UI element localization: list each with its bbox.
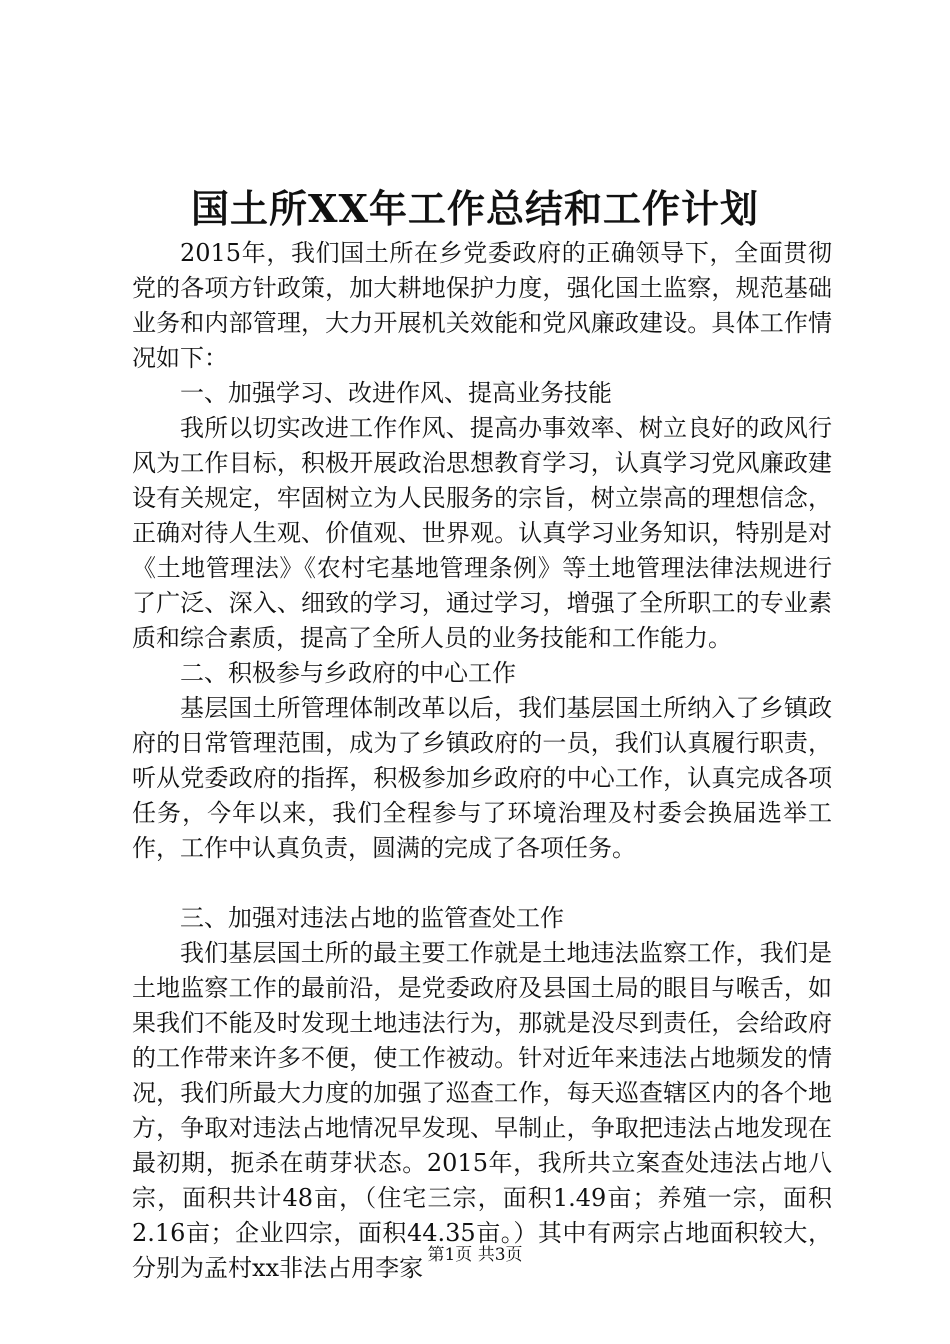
section-heading-1: 一、加强学习、改进作风、提高业务技能 bbox=[180, 379, 612, 407]
section-body-3: 我们基层国土所的最主要工作就是土地违法监察工作，我们是土地监察工作的最前沿，是党委政府及县国土局的眼目与喉舌，如果我们不能及时发现土地违法行为，那就是没尽到责任，会给政府的工作带来许多不便，使工作被动。针对近年来违法占地频发的情况，我们所最大力度的加强了巡查工作，每天巡查辖区内的各个地方，争取对违法占地情况早发现、早制止，争取把违法占地发现在最初期，扼杀在萌芽状态。2015年，我所共立案查处违法占地八宗，面积共计48亩，（住宅三宗，面积1.49亩；养殖一宗，面积2.16亩；企业四宗，面积44.35亩。）其中有两宗占地面积较大，分别为孟村xx非法占用李家 bbox=[132, 939, 832, 1282]
document-body bbox=[132, 236, 832, 1286]
intro-paragraph: 2015年，我们国土所在乡党委政府的正确领导下，全面贯彻党的各项方针政策，加大耕地保护力度，强化国土监察，规范基础业务和内部管理，大力开展机关效能和党风廉政建设。具体工作情况如下： bbox=[132, 239, 832, 372]
section-heading-3: 三、加强对违法占地的监管查处工作 bbox=[180, 904, 564, 932]
paragraph-gap bbox=[132, 866, 832, 901]
section-body-2: 基层国土所管理体制改革以后，我们基层国土所纳入了乡镇政府的日常管理范围，成为了乡镇政府的一员，我们认真履行职责，听从党委政府的指挥，积极参加乡政府的中心工作，认真完成各项任务，今年以来，我们全程参与了环境治理及村委会换届选举工作，工作中认真负责，圆满的完成了各项任务。 bbox=[132, 694, 832, 862]
document-title: 国土所XX年工作总结和工作计划 bbox=[191, 186, 759, 231]
section-heading-2: 二、积极参与乡政府的中心工作 bbox=[180, 659, 516, 687]
section-body-1: 我所以切实改进工作作风、提高办事效率、树立良好的政风行风为工作目标，积极开展政治思想教育学习，认真学习党风廉政建设有关规定，牢固树立为人民服务的宗旨，树立崇高的理想信念，正确对待人生观、价值观、世界观。认真学习业务知识，特别是对《土地管理法》《农村宅基地管理条例》等土地管理法律法规进行了广泛、深入、细致的学习，通过学习，增强了全所职工的专业素质和综合素质，提高了全所人员的业务技能和工作能力。 bbox=[132, 414, 832, 652]
page-number-footer: 第1页 共3页 bbox=[427, 1245, 523, 1265]
